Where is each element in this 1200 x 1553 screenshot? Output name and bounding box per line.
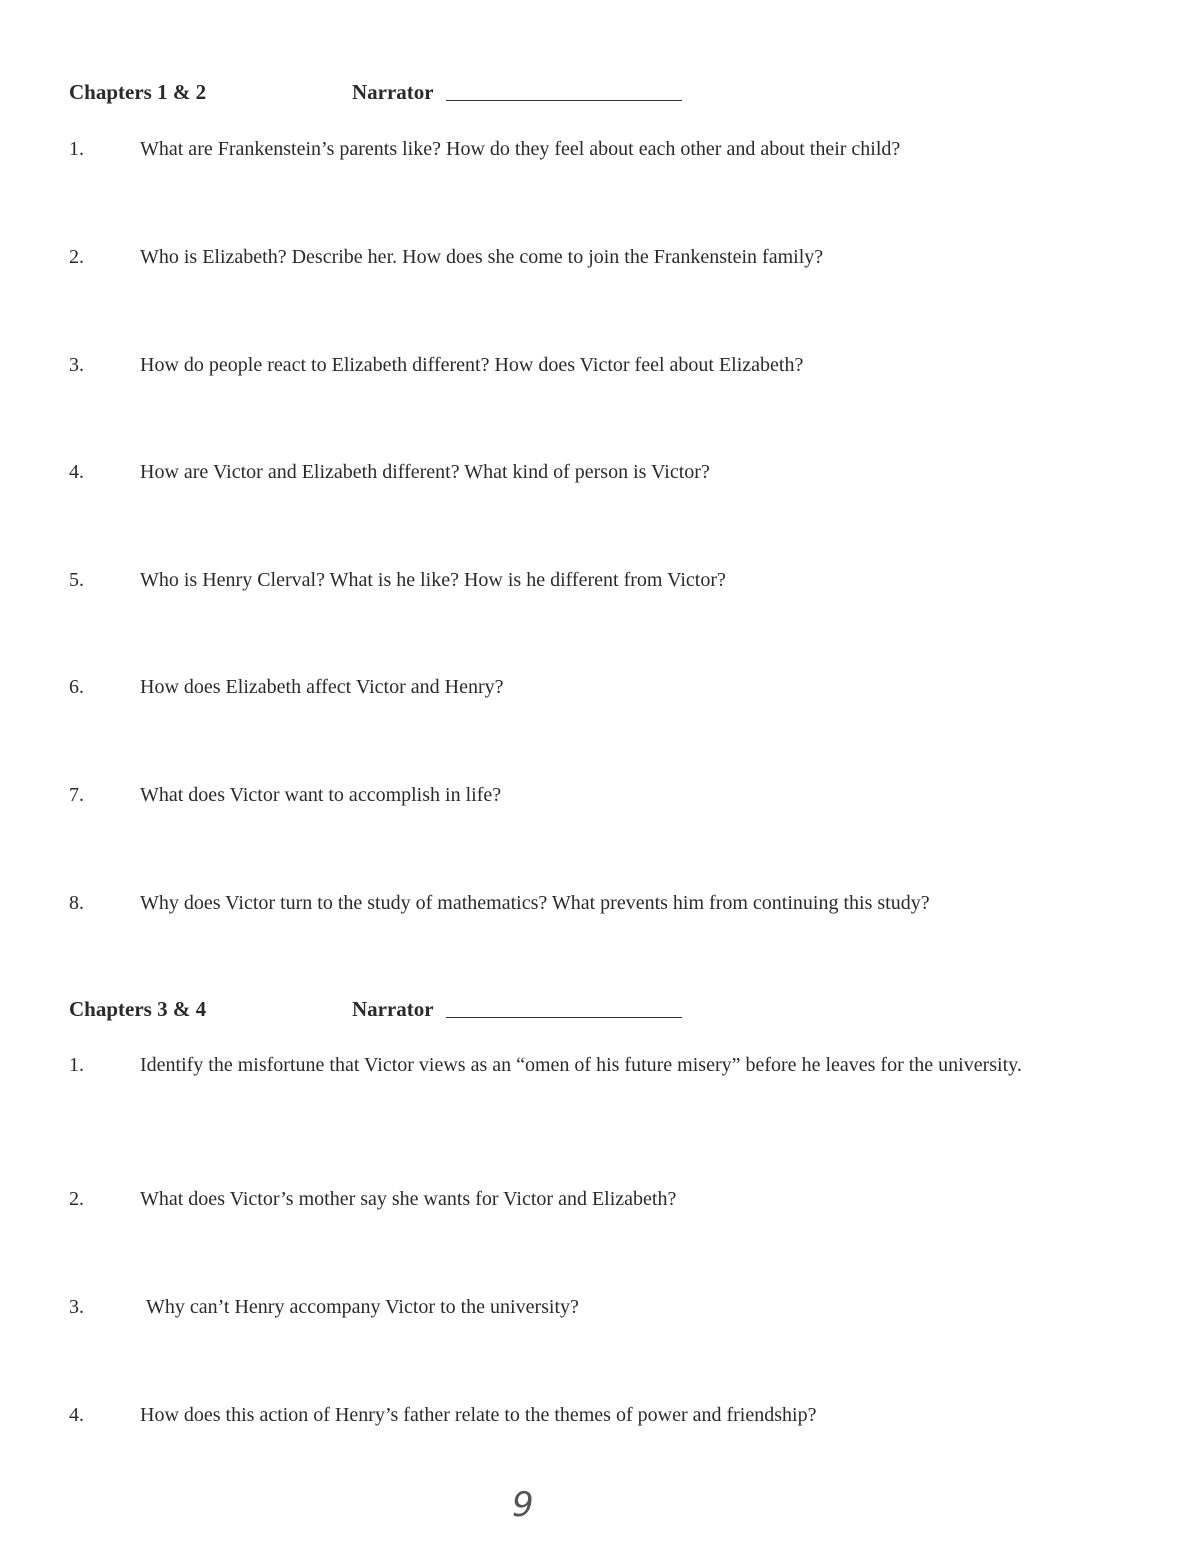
question-number: 2. — [69, 1188, 84, 1210]
question-number: 7. — [69, 784, 84, 806]
question-number: 8. — [69, 892, 84, 914]
question-number: 1. — [69, 138, 84, 160]
question-text: Who is Elizabeth? Describe her. How does she come to join the Frankenstein family? — [140, 246, 824, 268]
question-text: What does Victor want to accomplish in life? — [140, 784, 502, 806]
section-title: Chapters 3 & 4 — [69, 997, 207, 1021]
question-number: 3. — [69, 354, 84, 376]
question-text: What does Victor’s mother say she wants for Victor and Elizabeth? — [140, 1188, 677, 1210]
question-text: How are Victor and Elizabeth different? What kind of person is Victor? — [140, 461, 710, 483]
section-title: Chapters 1 & 2 — [69, 80, 207, 104]
question-number: 1. — [69, 1054, 84, 1076]
question-text: Why does Victor turn to the study of mathematics? What prevents him from continuing this study? — [140, 892, 930, 914]
narrator-blank-line — [446, 1017, 682, 1018]
page-number: 9 — [512, 1485, 534, 1525]
question-text: Why can’t Henry accompany Victor to the university? — [146, 1296, 579, 1318]
question-text: How do people react to Elizabeth different? How does Victor feel about Elizabeth? — [140, 354, 804, 376]
question-number: 2. — [69, 246, 84, 268]
question-number: 6. — [69, 676, 84, 698]
question-number: 4. — [69, 1404, 84, 1426]
question-text: How does Elizabeth affect Victor and Henry? — [140, 676, 504, 698]
question-text: Identify the misfortune that Victor views as an “omen of his future misery” before he leaves for the university. — [140, 1054, 1022, 1076]
question-number: 4. — [69, 461, 84, 483]
question-number: 5. — [69, 569, 84, 591]
question-text: How does this action of Henry’s father relate to the themes of power and friendship? — [140, 1404, 817, 1426]
narrator-blank-line — [446, 100, 682, 101]
narrator-label: Narrator — [352, 997, 434, 1021]
question-number: 3. — [69, 1296, 84, 1318]
question-text: What are Frankenstein’s parents like? How do they feel about each other and about their child? — [140, 138, 901, 160]
question-text: Who is Henry Clerval? What is he like? How is he different from Victor? — [140, 569, 726, 591]
narrator-label: Narrator — [352, 80, 434, 104]
